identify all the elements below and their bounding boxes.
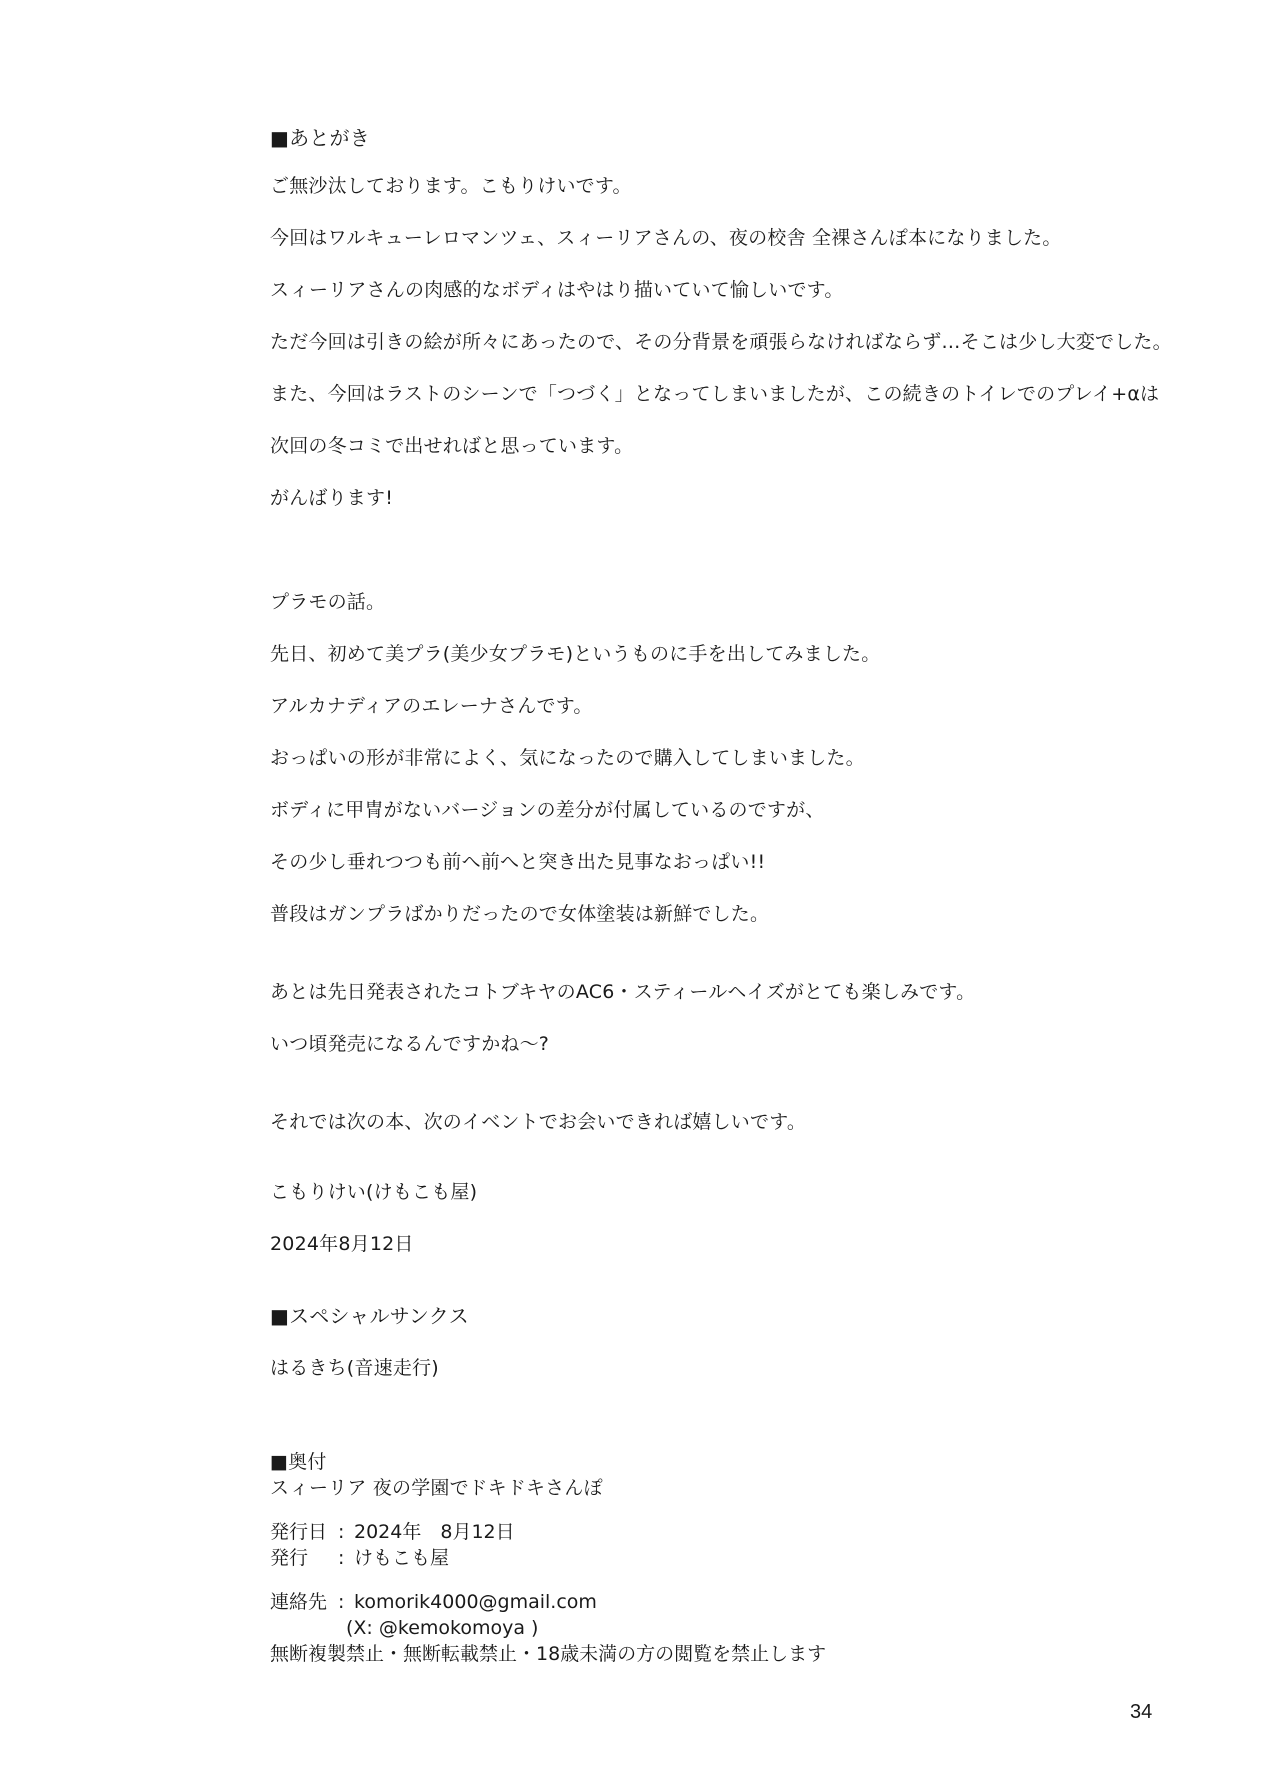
afterword-paragraph: ご無沙汰しております。こもりけいです。 [270,175,632,197]
issue-date-separator: : [338,1521,345,1543]
plamo-paragraph: ボディに甲冑がないバージョンの差分が付属しているのですが、 [270,799,825,821]
issue-date-label: 発行日 [270,1521,328,1543]
colophon-contact [270,1590,597,1614]
plamo-paragraph: 普段はガンプラばかりだったので女体塗装は新鮮でした。 [270,903,770,925]
afterword-heading: ■あとがき [270,126,370,150]
colophon-title: スィーリア 夜の学園でドキドキさんぽ [270,1477,603,1499]
afterword-paragraph: 次回の冬コミで出せればと思っています。 [270,435,634,457]
plamo-paragraph: あとは先日発表されたコトブキヤのAC6・スティールヘイズがとても楽しみです。 [270,981,976,1003]
colophon-notice: 無断複製禁止・無断転載禁止・18歳未満の方の閲覧を禁止します [270,1643,827,1665]
afterword-paragraph: ただ今回は引きの絵が所々にあったので、その分背景を頑張らなければならず…そこは少し大変でした。 [270,331,1172,353]
plamo-paragraph: それでは次の本、次のイベントでお会いできれば嬉しいです。 [270,1111,807,1133]
plamo-paragraph: おっぱいの形が非常によく、気になったので購入してしまいました。 [270,747,865,769]
afterword-paragraph: スィーリアさんの肉感的なボディはやはり描いていて愉しいです。 [270,279,844,301]
publisher-label: 発行 [270,1547,309,1569]
issue-date-value: 2024年 8月12日 [354,1521,515,1543]
contact-email: komorik4000@gmail.com [354,1591,597,1613]
contact-separator: : [338,1591,345,1613]
publisher-separator: : [338,1547,345,1569]
plamo-paragraph: アルカナディアのエレーナさんです。 [270,695,593,717]
colophon-issue-date [270,1520,515,1544]
special-thanks-name: はるきち(音速走行) [270,1357,439,1379]
special-thanks-heading: ■スペシャルサンクス [270,1304,469,1328]
afterword-paragraph: また、今回はラストのシーンで「つづく」となってしまいましたが、この続きのトイレでのプレイ+αは [270,383,1160,405]
signature-date: 2024年8月12日 [270,1233,414,1255]
afterword-paragraph: がんばります! [270,487,394,509]
page-number: 34 [1130,1701,1153,1723]
plamo-paragraph: 先日、初めて美プラ(美少女プラモ)というものに手を出してみました。 [270,643,881,665]
plamo-paragraph: いつ頃発売になるんですかね～? [270,1033,550,1055]
author-signature: こもりけい(けもこも屋) [270,1181,478,1203]
colophon-contact-x: (X: @kemokomoya ) [346,1617,539,1639]
afterword-paragraph: 今回はワルキューレロマンツェ、スィーリアさんの、夜の校舎 全裸さんぽ本になりました。 [270,227,1062,249]
plamo-paragraph: その少し垂れつつも前へ前へと突き出た見事なおっぱい!! [270,851,766,873]
plamo-paragraph: プラモの話。 [270,591,386,613]
colophon-heading: ■奥付 [270,1451,327,1473]
contact-label: 連絡先 [270,1591,328,1613]
publisher-value: けもこも屋 [354,1547,450,1569]
colophon-publisher [270,1546,449,1570]
